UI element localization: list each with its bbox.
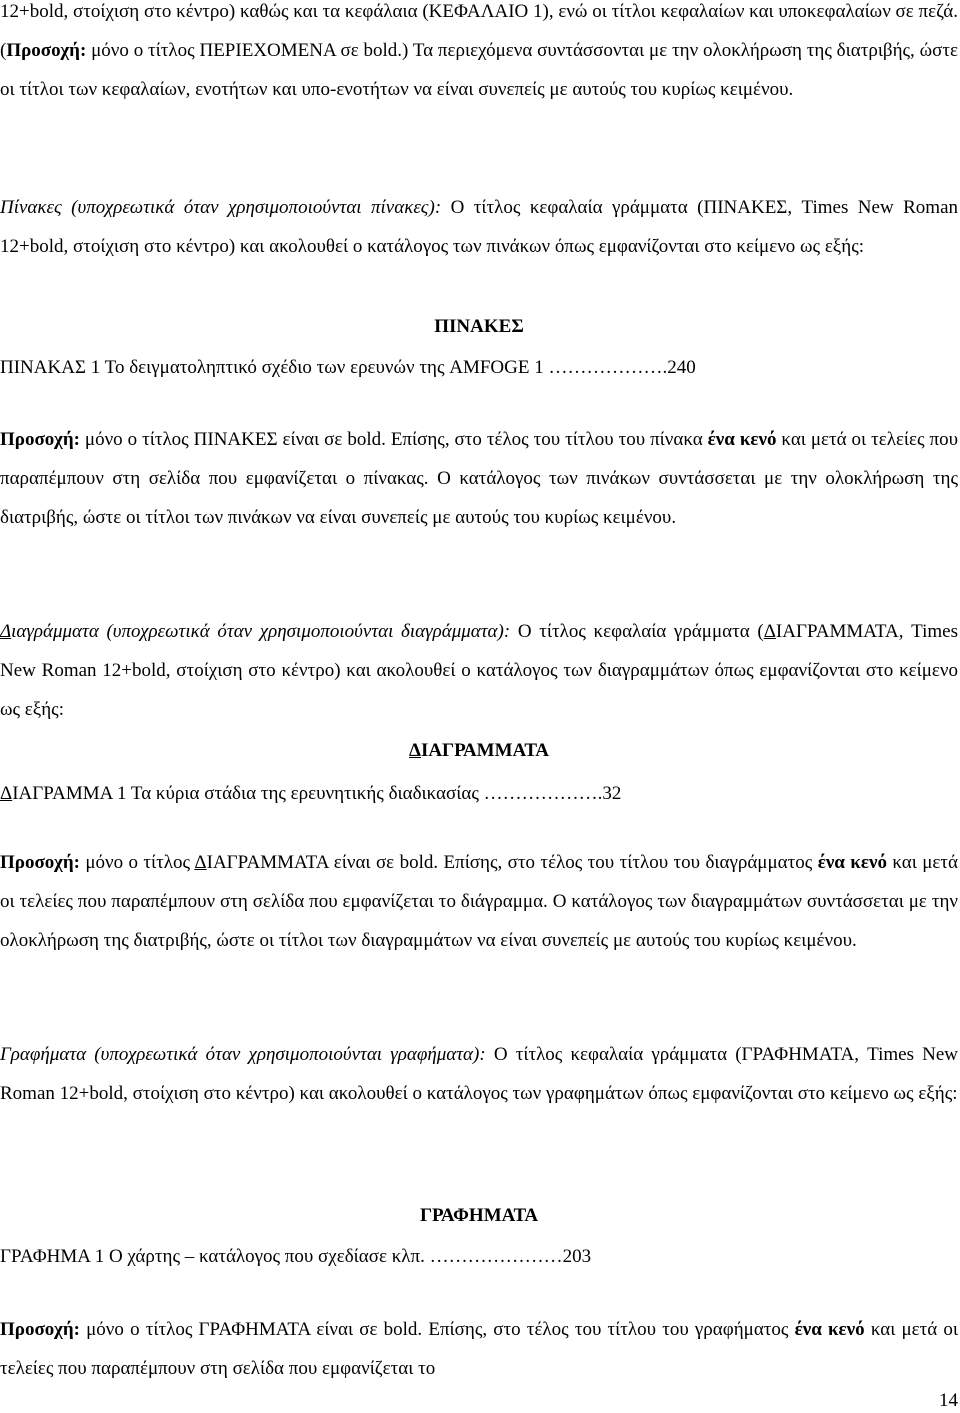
intro-bold-note: Προσοχή: bbox=[6, 40, 87, 61]
diagrams-lead-text: Ο τίτλος κεφαλαία γράμματα ( bbox=[510, 621, 764, 642]
graphs-note-bold-2: ένα κενό bbox=[794, 1319, 865, 1340]
tables-note-paragraph bbox=[0, 420, 958, 537]
tables-note-text-2: και μετά οι τελείες που παραπέμπουν στη σελίδα που εμφανίζεται ο πίνακας. Ο κατάλογος των πινάκων συντάσσεται με την ολοκλήρωση της διατριβής, ώστε οι τίτλοι των πινάκων να είναι συνεπείς με αυτούς του κυρίως κειμένου. bbox=[0, 429, 958, 528]
diagrams-heading bbox=[0, 740, 958, 762]
tables-lead-text: Ο τίτλος κεφαλαία γράμματα (ΠΙΝΑΚΕΣ, Times New Roman 12+bold, στοίχιση στο κέντρο) και ακολουθεί ο κατάλογος των πινάκων όπως εμφανίζονται στο κείμενο ως εξής: bbox=[0, 197, 958, 257]
diagrams-intro-paragraph bbox=[0, 612, 958, 729]
graphs-entry: ΓΡΑΦΗΜΑ 1 Ο χάρτης – κατάλογος που σχεδίασε κλπ. …………………203 bbox=[0, 1246, 592, 1267]
tables-entry: ΠΙΝΑΚΑΣ 1 Το δειγματοληπτικό σχέδιο των ερευνών της AMFOGE 1 ……………….240 bbox=[0, 357, 696, 378]
diagrams-note-bold: Προσοχή: bbox=[0, 852, 80, 873]
tables-lead-italic: Πίνακες (υποχρεωτικά όταν χρησιμοποιούνται πίνακες): bbox=[0, 197, 442, 218]
diagrams-note-initial: Δ bbox=[194, 852, 207, 873]
graphs-lead-italic: Γραφήματα (υποχρεωτικά όταν χρησιμοποιούνται γραφήματα): bbox=[0, 1044, 486, 1065]
graphs-note-text-1: μόνο ο τίτλος ΓΡΑΦΗΜΑΤΑ είναι σε bold. Επίσης, στο τέλος του τίτλου του γραφήματος bbox=[79, 1319, 795, 1340]
page-number: 14 bbox=[939, 1390, 958, 1411]
graphs-intro-paragraph bbox=[0, 1035, 958, 1113]
graphs-note-bold: Προσοχή: bbox=[0, 1319, 80, 1340]
tables-note-bold: Προσοχή: bbox=[0, 429, 80, 450]
diagrams-lead-text-2: ΙΑΓΡΑΜΜΑΤΑ, Times New Roman 12+bold, στοίχιση στο κέντρο) και ακολουθεί ο κατάλογος των διαγραμμάτων όπως εμφανίζονται στο κείμενο ως εξής: bbox=[0, 621, 958, 720]
diagrams-lead-initial-2: Δ bbox=[763, 621, 776, 642]
intro-paragraph bbox=[0, 0, 958, 109]
diagrams-entry-initial: Δ bbox=[0, 783, 13, 804]
intro-text-2: μόνο ο τίτλος ΠΕΡΙΕΧΟΜΕΝΑ σε bold.) Τα περιεχόμενα συντάσσονται με την ολοκλήρωση της διατριβής, ώστε οι τίτλοι των κεφαλαίων, ενοτήτων και υπο-ενοτήτων να είναι συνεπείς με αυτούς του κυρίως κειμένου. bbox=[0, 40, 958, 100]
tables-heading: ΠΙΝΑΚΕΣ bbox=[434, 316, 524, 337]
diagrams-entry bbox=[0, 783, 958, 805]
tables-note-text-1: μόνο ο τίτλος ΠΙΝΑΚΕΣ είναι σε bold. Επίσης, στο τέλος του τίτλου του πίνακα bbox=[79, 429, 708, 450]
diagrams-note-bold-2: ένα κενό bbox=[817, 852, 887, 873]
tables-intro-paragraph bbox=[0, 188, 958, 266]
intro-text-1: 12+bold, στοίχιση στο κέντρο) καθώς και τα κεφάλαια (ΚΕΦΑΛΑΙΟ 1), ενώ οι τίτλοι κεφαλαίων και υποκεφαλαίων σε πεζά. ( bbox=[0, 1, 958, 61]
diagrams-heading-text: ΙΑΓΡΑΜΜΑΤΑ bbox=[420, 740, 549, 761]
graphs-lead-text: Ο τίτλος κεφαλαία γράμματα (ΓΡΑΦΗΜΑΤΑ, Times New Roman 12+bold, στοίχιση στο κέντρο) και ακολουθεί ο κατάλογος των γραφημάτων όπως εμφανίζονται στο κείμενο ως εξής: bbox=[0, 1044, 958, 1104]
diagrams-note-text-1: μόνο ο τίτλος bbox=[79, 852, 195, 873]
tables-note-bold-2: ένα κενό bbox=[707, 429, 777, 450]
graphs-note-text-2: και μετά οι τελείες που παραπέμπουν στη σελίδα που εμφανίζεται το bbox=[0, 1319, 959, 1379]
diagrams-note-text-1b: ΙΑΓΡΑΜΜΑΤΑ είναι σε bold. Επίσης, στο τέλος του τίτλου του διαγράμματος bbox=[206, 852, 818, 873]
diagrams-note-paragraph bbox=[0, 843, 958, 960]
diagrams-heading-initial: Δ bbox=[409, 740, 421, 761]
graphs-note-paragraph bbox=[0, 1310, 958, 1388]
diagrams-lead-initial: Δ bbox=[0, 621, 12, 642]
diagrams-note-text-2: και μετά οι τελείες που παραπέμπουν στη σελίδα που εμφανίζεται το διάγραμμα. Ο κατάλογος των διαγραμμάτων συντάσσεται με την ολοκλήρωση της διατριβής, ώστε οι τίτλοι των διαγραμμάτων να είναι συνεπείς με αυτούς του κυρίως κειμένου. bbox=[0, 852, 958, 951]
diagrams-entry-text: ΙΑΓΡΑΜΜΑ 1 Τα κύρια στάδια της ερευνητικής διαδικασίας ……………….32 bbox=[12, 783, 622, 804]
graphs-heading: ΓΡΑΦΗΜΑΤΑ bbox=[419, 1205, 539, 1226]
diagrams-lead-italic: ιαγράμματα (υποχρεωτικά όταν χρησιμοποιούνται διαγράμματα): bbox=[11, 621, 511, 642]
